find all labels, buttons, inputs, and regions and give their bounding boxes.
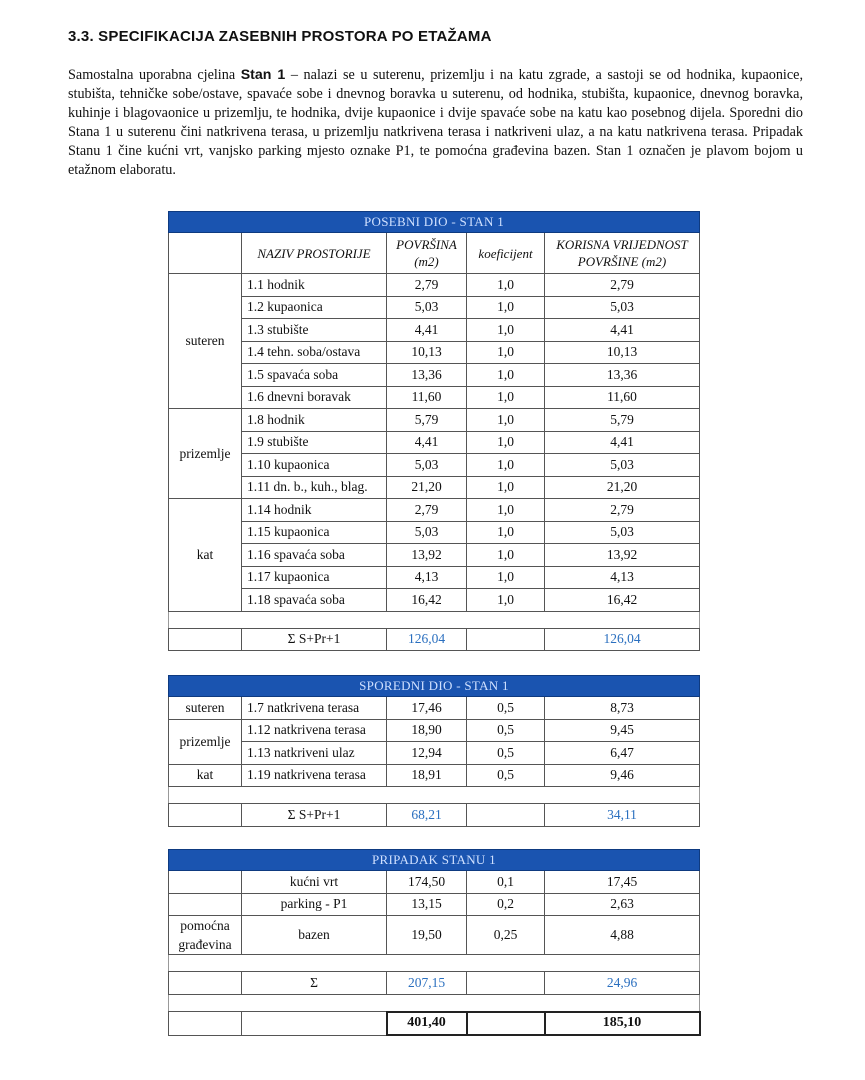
room-name: 1.9 stubište: [242, 431, 387, 454]
total-area: 401,40: [387, 1012, 467, 1036]
area-value: 4,41: [387, 319, 467, 342]
coef-value: 0,5: [467, 764, 545, 787]
area-value: 18,91: [387, 764, 467, 787]
coef-value: 0,5: [467, 742, 545, 765]
useful-value: 13,36: [545, 364, 700, 387]
coef-value: 1,0: [467, 296, 545, 319]
sum-useful: 34,11: [545, 804, 700, 827]
floor-label: pomoćna građevina: [169, 916, 242, 955]
table-row: [169, 274, 700, 297]
useful-value: 5,03: [545, 521, 700, 544]
useful-value: 8,73: [545, 697, 700, 720]
area-value: 16,42: [387, 589, 467, 612]
room-name: 1.11 dn. b., kuh., blag.: [242, 476, 387, 499]
area-value: 13,36: [387, 364, 467, 387]
table-row: [169, 566, 700, 589]
table-row: [169, 341, 700, 364]
coef-value: 1,0: [467, 454, 545, 477]
room-name: 1.15 kupaonica: [242, 521, 387, 544]
floor-label: suteren: [169, 274, 242, 409]
section-heading: 3.3. SPECIFIKACIJA ZASEBNIH PROSTORA PO ETAŽAMA: [68, 28, 492, 45]
coef-value: 1,0: [467, 364, 545, 387]
sum-label: Σ: [242, 972, 387, 995]
coef-value: 1,0: [467, 386, 545, 409]
area-value: 21,20: [387, 476, 467, 499]
area-value: 4,41: [387, 431, 467, 454]
room-name: 1.4 tehn. soba/ostava: [242, 341, 387, 364]
table-row: [169, 742, 700, 765]
table-row: [169, 764, 700, 787]
table-row: [169, 386, 700, 409]
useful-value: 6,47: [545, 742, 700, 765]
area-value: 13,92: [387, 544, 467, 567]
floor-label: kat: [169, 764, 242, 787]
coef-value: 1,0: [467, 521, 545, 544]
area-value: 19,50: [387, 916, 467, 955]
useful-value: 4,88: [545, 916, 700, 955]
posebni-dio-title: POSEBNI DIO - STAN 1: [169, 212, 700, 233]
useful-value: 5,03: [545, 454, 700, 477]
sum-row: [169, 804, 700, 827]
table-row: [169, 364, 700, 387]
room-name: bazen: [242, 916, 387, 955]
table-row: [169, 544, 700, 567]
area-value: 5,03: [387, 296, 467, 319]
useful-value: 5,03: [545, 296, 700, 319]
posebni-dio-table: [168, 211, 700, 651]
coef-value: 1,0: [467, 544, 545, 567]
sum-label: Σ S+Pr+1: [242, 628, 387, 651]
useful-value: 2,79: [545, 274, 700, 297]
coef-value: 1,0: [467, 476, 545, 499]
header-korisna: KORISNA VRIJEDNOST POVRŠINE (m2): [545, 233, 700, 274]
area-value: 174,50: [387, 871, 467, 894]
room-name: 1.1 hodnik: [242, 274, 387, 297]
table-row: [169, 431, 700, 454]
useful-value: 16,42: [545, 589, 700, 612]
room-name: 1.14 hodnik: [242, 499, 387, 522]
coef-value: 0,1: [467, 871, 545, 894]
coef-value: 1,0: [467, 431, 545, 454]
area-value: 13,15: [387, 893, 467, 916]
unit-name: Stan 1: [240, 67, 286, 83]
room-name: parking - P1: [242, 893, 387, 916]
sum-label: Σ S+Pr+1: [242, 804, 387, 827]
area-value: 2,79: [387, 274, 467, 297]
table-row: [169, 697, 700, 720]
table-row: [169, 454, 700, 477]
area-value: 2,79: [387, 499, 467, 522]
coef-value: 0,2: [467, 893, 545, 916]
table-row: [169, 719, 700, 742]
coef-value: 0,25: [467, 916, 545, 955]
table-row: [169, 409, 700, 432]
intro-paragraph: Samostalna uporabna cjelina Stan 1 – nalazi se u suterenu, prizemlju i na katu zgrade, a sastoji se od hodnika, kupaonice, stubišta, tehničke sobe/ostave, spavaće sobe i dnevnog boravka u suterenu, od hodnika, stubišta, kupaonice, dnevnog boravka, kuhinje i blagovaonice u prizemlju, te hodnika, dvije kupaonice i dvije spavaće sobe na katu kao posebnog dijela. Sporedni dio Stana 1 u suterenu čini natkrivena terasa, u prizemlju natkrivena terasa i natkriveni ulaz, a na katu natkrivena terasa. Pripadak Stanu 1 čine kućni vrt, vanjsko parking mjesto oznake P1, te pomoćna građevina bazen. Stan 1 označen je plavom bojom u etažnom elaboratu.: [68, 67, 804, 178]
grand-total-row: [169, 1012, 700, 1036]
table-row: [169, 319, 700, 342]
coef-value: 1,0: [467, 499, 545, 522]
useful-value: 13,92: [545, 544, 700, 567]
room-name: 1.7 natkrivena terasa: [242, 697, 387, 720]
useful-value: 17,45: [545, 871, 700, 894]
coef-value: 1,0: [467, 341, 545, 364]
area-value: 5,03: [387, 454, 467, 477]
useful-value: 4,41: [545, 431, 700, 454]
sum-area: 207,15: [387, 972, 467, 995]
floor-label: kat: [169, 499, 242, 612]
sum-row: [169, 628, 700, 651]
useful-value: 9,46: [545, 764, 700, 787]
coef-value: 1,0: [467, 274, 545, 297]
room-name: 1.8 hodnik: [242, 409, 387, 432]
room-name: 1.19 natkrivena terasa: [242, 764, 387, 787]
useful-value: 9,45: [545, 719, 700, 742]
area-value: 10,13: [387, 341, 467, 364]
coef-value: 1,0: [467, 589, 545, 612]
sum-area: 126,04: [387, 628, 467, 651]
room-name: 1.3 stubište: [242, 319, 387, 342]
room-name: 1.10 kupaonica: [242, 454, 387, 477]
header-povrsina: POVRŠINA (m2): [387, 233, 467, 274]
header-koeficijent: koeficijent: [467, 233, 545, 274]
coef-value: 0,5: [467, 719, 545, 742]
table-row: [169, 589, 700, 612]
total-useful: 185,10: [545, 1012, 700, 1036]
sum-useful: 126,04: [545, 628, 700, 651]
area-value: 17,46: [387, 697, 467, 720]
pripadak-table: [168, 849, 701, 1036]
table-row: [169, 521, 700, 544]
coef-value: 1,0: [467, 566, 545, 589]
room-name: 1.18 spavaća soba: [242, 589, 387, 612]
room-name: 1.2 kupaonica: [242, 296, 387, 319]
area-value: 5,03: [387, 521, 467, 544]
table-row: [169, 893, 700, 916]
room-name: 1.13 natkriveni ulaz: [242, 742, 387, 765]
table-row: [169, 499, 700, 522]
table-row: [169, 296, 700, 319]
sporedni-dio-table: [168, 675, 700, 827]
floor-label: suteren: [169, 697, 242, 720]
coef-value: 0,5: [467, 697, 545, 720]
floor-label: prizemlje: [169, 409, 242, 499]
coef-value: 1,0: [467, 409, 545, 432]
useful-value: 11,60: [545, 386, 700, 409]
useful-value: 4,13: [545, 566, 700, 589]
useful-value: 2,63: [545, 893, 700, 916]
area-value: 12,94: [387, 742, 467, 765]
useful-value: 10,13: [545, 341, 700, 364]
table-row: [169, 916, 700, 955]
room-name: kućni vrt: [242, 871, 387, 894]
sum-useful: 24,96: [545, 972, 700, 995]
sum-row: [169, 972, 700, 995]
useful-value: 21,20: [545, 476, 700, 499]
sum-area: 68,21: [387, 804, 467, 827]
area-value: 18,90: [387, 719, 467, 742]
area-value: 4,13: [387, 566, 467, 589]
sporedni-dio-title: SPOREDNI DIO - STAN 1: [169, 676, 700, 697]
area-value: 5,79: [387, 409, 467, 432]
table-row: [169, 476, 700, 499]
coef-value: 1,0: [467, 319, 545, 342]
floor-label: prizemlje: [169, 719, 242, 764]
room-name: 1.12 natkrivena terasa: [242, 719, 387, 742]
room-name: 1.16 spavaća soba: [242, 544, 387, 567]
useful-value: 4,41: [545, 319, 700, 342]
useful-value: 5,79: [545, 409, 700, 432]
room-name: 1.6 dnevni boravak: [242, 386, 387, 409]
useful-value: 2,79: [545, 499, 700, 522]
table-row: [169, 871, 700, 894]
pripadak-title: PRIPADAK STANU 1: [169, 850, 700, 871]
area-value: 11,60: [387, 386, 467, 409]
header-naziv: NAZIV PROSTORIJE: [242, 233, 387, 274]
room-name: 1.5 spavaća soba: [242, 364, 387, 387]
room-name: 1.17 kupaonica: [242, 566, 387, 589]
